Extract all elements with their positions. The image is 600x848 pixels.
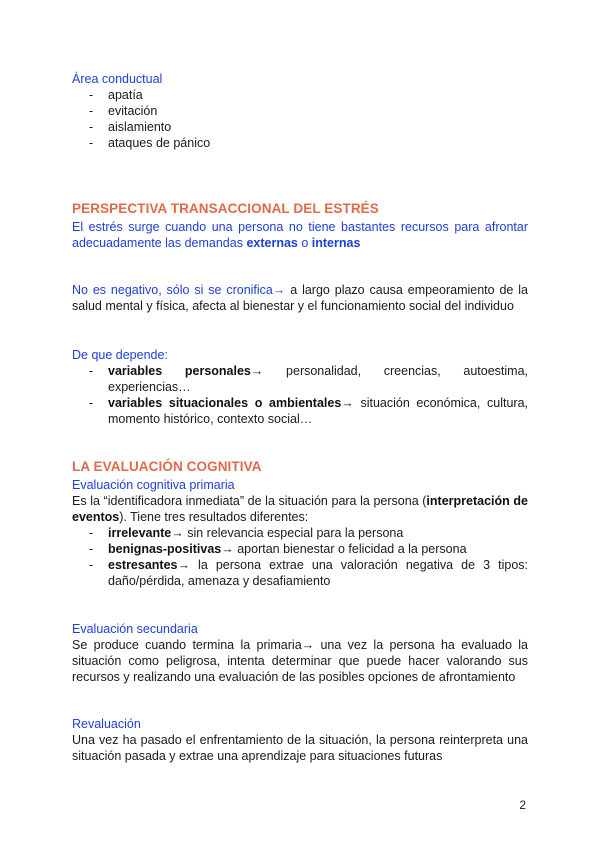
revaluacion-heading: Revaluación [72, 717, 141, 731]
list-item: - irrelevante→ sin relevancia especial para la persona [89, 526, 404, 540]
depende-heading: De que depende: [72, 348, 168, 362]
conductual-section [72, 71, 528, 151]
primaria-list [72, 525, 528, 589]
revaluacion-paragraph: Una vez ha pasado el enfrentamiento de la situación, la persona reinterpreta una situación pasada y extrae una aprendizaje para situaciones futuras [72, 733, 528, 763]
transaccional-paragraph: El estrés surge cuando una persona no tiene bastantes recursos para afrontar adecuadamente las demandas externas o internas [72, 220, 528, 250]
list-item: - ataques de pánico [89, 136, 211, 150]
section-title-transaccional: PERSPECTIVA TRANSACCIONAL DEL ESTRÉS [72, 201, 379, 216]
page-number: 2 [519, 798, 526, 812]
depende-list [72, 363, 528, 427]
list-item: - variables situacionales o ambientales→ situación económica, cultura, momento histórico, contexto social… [89, 396, 529, 426]
conductual-heading: Área conductual [72, 72, 163, 86]
conductual-list [72, 87, 528, 151]
list-item: - benignas-positivas→ aportan bienestar o felicidad a la persona [89, 542, 467, 556]
primaria-heading: Evaluación cognitiva primaria [72, 478, 235, 492]
secundaria-heading: Evaluación secundaria [72, 622, 198, 636]
primaria-paragraph: Es la “identificadora inmediata” de la situación para la persona (interpretación de eventos). Tiene tres resultados diferentes: [72, 494, 528, 524]
list-item: - apatía [89, 88, 143, 102]
list-item: - evitación [89, 104, 158, 118]
cronifica-paragraph: No es negativo, sólo si se cronifica→ a largo plazo causa empeoramiento de la salud mental y física, afecta al bienestar y el funcionamiento social del individuo [72, 283, 528, 313]
list-item: - aislamiento [89, 120, 172, 134]
list-item: - variables personales→ personalidad, creencias, autoestima, experiencias… [89, 364, 528, 394]
list-item: - estresantes→ la persona extrae una valoración negativa de 3 tipos: daño/pérdida, amenaza y desafiamiento [89, 558, 528, 588]
secundaria-paragraph: Se produce cuando termina la primaria→ una vez la persona ha evaluado la situación como peligrosa, intenta determinar que puede hacer valorando sus recursos y realizando una evaluación de las posibles opciones de afrontamiento [72, 638, 528, 684]
depende-section [72, 347, 528, 427]
primaria-list-wrap [72, 525, 528, 589]
section-title-evaluacion: LA EVALUACIÓN COGNITIVA [72, 459, 262, 474]
